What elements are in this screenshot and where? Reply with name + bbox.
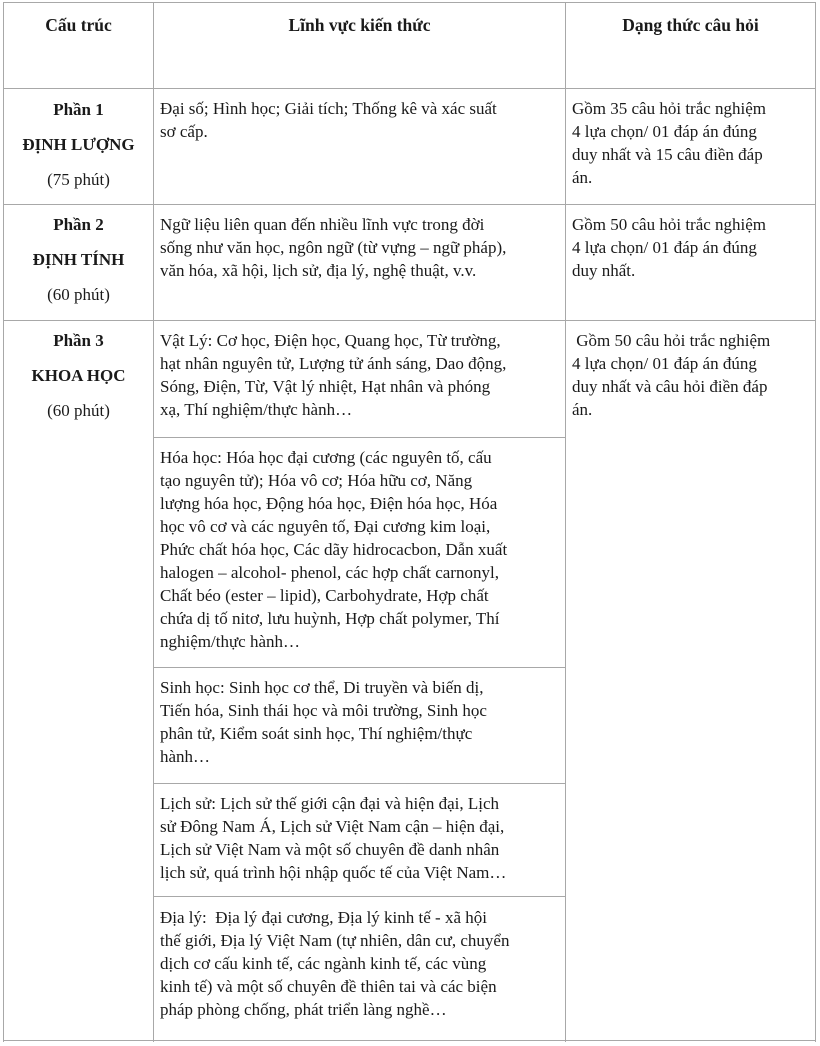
chemistry-line: Phức chất hóa học, Các dãy hidrocacbon, Dẫn xuất xyxy=(160,540,508,559)
row2-format-line: duy nhất. xyxy=(572,261,636,280)
row3-time: (60 phút) xyxy=(47,401,110,420)
border-sub1 xyxy=(153,437,565,438)
row3-structure xyxy=(4,323,153,428)
border-row2 xyxy=(3,320,816,321)
row2-knowledge-line: Ngữ liệu liên quan đến nhiều lĩnh vực trong đời xyxy=(160,215,485,234)
header-knowledge: Lĩnh vực kiến thức xyxy=(288,15,431,35)
row3-name: KHOA HỌC xyxy=(31,366,126,385)
border-col1 xyxy=(153,2,154,1042)
biology-line: phân tử, Kiểm soát sinh học, Thí nghiệm/thực xyxy=(160,724,473,743)
subject-geography xyxy=(160,906,558,1021)
row2-format xyxy=(572,213,812,282)
border-sub2 xyxy=(153,667,565,668)
row1-name: ĐỊNH LƯỢNG xyxy=(22,135,135,154)
row3-part: Phần 3 xyxy=(53,331,104,350)
row1-time: (75 phút) xyxy=(47,170,110,189)
row3-format-line: Gồm 50 câu hỏi trắc nghiệm xyxy=(572,331,771,350)
row3-format-line: duy nhất và câu hỏi điền đáp xyxy=(572,377,768,396)
row2-knowledge-line: sống như văn học, ngôn ngữ (từ vựng – ngữ pháp), xyxy=(160,238,507,257)
row2-time: (60 phút) xyxy=(47,285,110,304)
row3-format-line: 4 lựa chọn/ 01 đáp án đúng xyxy=(572,354,757,373)
chemistry-line: học vô cơ và các nguyên tố, Đại cương kim loại, xyxy=(160,517,491,536)
border-top xyxy=(3,2,816,3)
biology-line: hành… xyxy=(160,747,211,766)
border-sub3 xyxy=(153,783,565,784)
subject-chemistry xyxy=(160,446,558,653)
header-format: Dạng thức câu hỏi xyxy=(622,15,759,35)
header-structure: Cấu trúc xyxy=(45,15,112,35)
row1-knowledge xyxy=(160,97,558,143)
row1-knowledge-line: Đại số; Hình học; Giải tích; Thống kê và xác suất xyxy=(160,99,497,118)
physics-line: hạt nhân nguyên tử, Lượng tử ánh sáng, Dao động, xyxy=(160,354,507,373)
subject-history xyxy=(160,792,558,884)
border-col2 xyxy=(565,2,566,1042)
geography-line: dịch cơ cấu kinh tế, các ngành kinh tế, các vùng xyxy=(160,954,487,973)
subject-physics xyxy=(160,329,558,421)
history-line: Lịch sử: Lịch sử thế giới cận đại và hiện đại, Lịch xyxy=(160,794,499,813)
row2-part: Phần 2 xyxy=(53,215,104,234)
row1-knowledge-line: sơ cấp. xyxy=(160,122,208,141)
row2-knowledge xyxy=(160,213,558,282)
history-line: Lịch sử Việt Nam và một số chuyên đề danh nhân xyxy=(160,840,500,859)
chemistry-line: Chất béo (ester – lipid), Carbohydrate, Hợp chất xyxy=(160,586,489,605)
chemistry-line: tạo nguyên tử); Hóa vô cơ; Hóa hữu cơ, Năng xyxy=(160,471,473,490)
row1-format-line: án. xyxy=(572,168,593,187)
chemistry-line: chứa dị tố nitơ, lưu huỳnh, Hợp chất polymer, Thí xyxy=(160,609,500,628)
row2-structure xyxy=(4,207,153,312)
row2-name: ĐỊNH TÍNH xyxy=(32,250,125,269)
row3-format xyxy=(572,329,812,421)
biology-line: Tiến hóa, Sinh thái học và môi trường, Sinh học xyxy=(160,701,487,720)
physics-line: Vật Lý: Cơ học, Điện học, Quang học, Từ trường, xyxy=(160,331,501,350)
row2-format-line: Gồm 50 câu hỏi trắc nghiệm xyxy=(572,215,767,234)
subject-biology xyxy=(160,676,558,768)
history-line: lịch sử, quá trình hội nhập quốc tế của Việt Nam… xyxy=(160,863,507,882)
geography-line: pháp phòng chống, phát triển làng nghề… xyxy=(160,1000,447,1019)
chemistry-line: nghiệm/thực hành… xyxy=(160,632,300,651)
chemistry-line: halogen – alcohol- phenol, các hợp chất carnonyl, xyxy=(160,563,499,582)
row1-format-line: duy nhất và 15 câu điền đáp xyxy=(572,145,763,164)
biology-line: Sinh học: Sinh học cơ thể, Di truyền và biến dị, xyxy=(160,678,484,697)
border-header xyxy=(3,88,816,89)
border-sub4 xyxy=(153,896,565,897)
row2-format-line: 4 lựa chọn/ 01 đáp án đúng xyxy=(572,238,757,257)
chemistry-line: Hóa học: Hóa học đại cương (các nguyên tố, cấu xyxy=(160,448,492,467)
geography-line: thế giới, Địa lý Việt Nam (tự nhiên, dân cư, chuyển xyxy=(160,931,510,950)
row1-format-line: 4 lựa chọn/ 01 đáp án đúng xyxy=(572,122,757,141)
history-line: sử Đông Nam Á, Lịch sử Việt Nam cận – hiện đại, xyxy=(160,817,505,836)
row1-format-line: Gồm 35 câu hỏi trắc nghiệm xyxy=(572,99,767,118)
border-row1 xyxy=(3,204,816,205)
row1-format xyxy=(572,97,812,189)
chemistry-line: lượng hóa học, Động hóa học, Điện hóa học, Hóa xyxy=(160,494,498,513)
border-bottom xyxy=(3,1040,816,1041)
geography-line: Địa lý: Địa lý đại cương, Địa lý kinh tế - xã hội xyxy=(160,908,487,927)
physics-line: xạ, Thí nghiệm/thực hành… xyxy=(160,400,353,419)
row1-structure xyxy=(4,92,153,197)
border-right xyxy=(815,2,816,1042)
physics-line: Sóng, Điện, Từ, Vật lý nhiệt, Hạt nhân và phóng xyxy=(160,377,491,396)
row1-part: Phần 1 xyxy=(53,100,104,119)
row3-format-line: án. xyxy=(572,400,593,419)
row2-knowledge-line: văn hóa, xã hội, lịch sử, địa lý, nghệ thuật, v.v. xyxy=(160,261,477,280)
geography-line: kinh tế) và một số chuyên đề thiên tai và các biện xyxy=(160,977,497,996)
